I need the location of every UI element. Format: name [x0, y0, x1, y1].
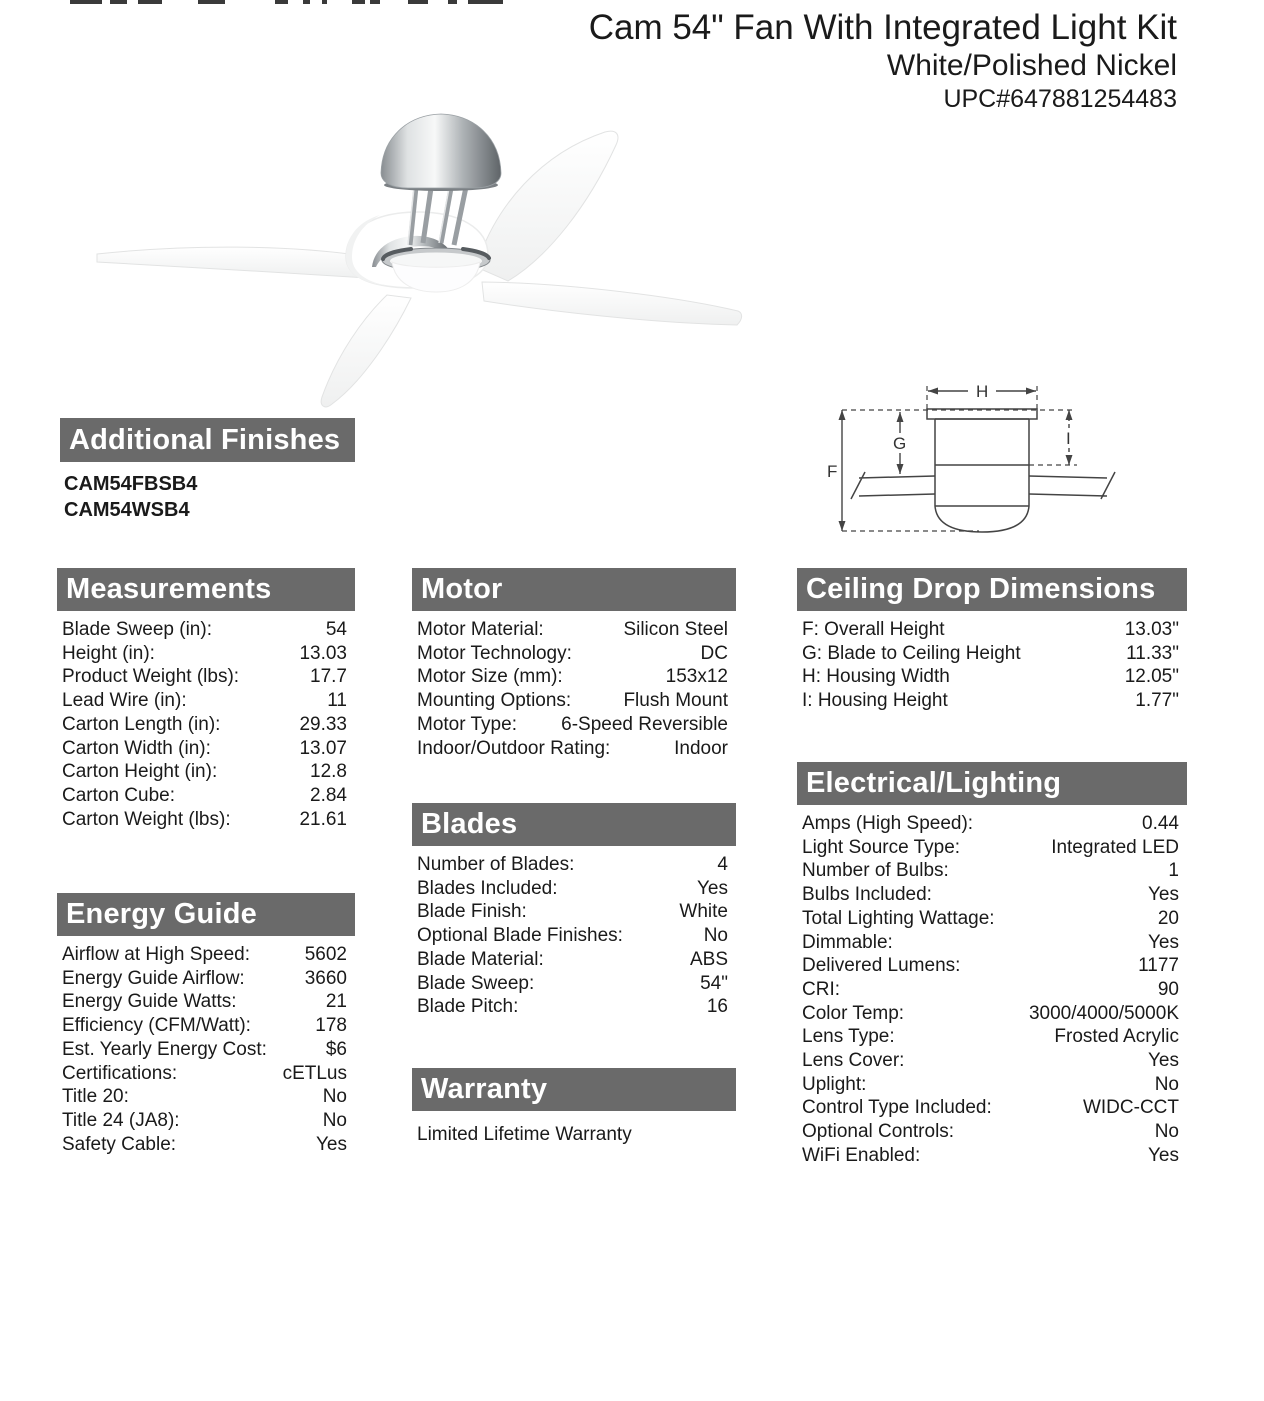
spec-value: Yes	[316, 1133, 347, 1155]
spec-value: 1177	[1138, 955, 1179, 977]
spec-value: 54"	[700, 972, 728, 994]
spec-row	[412, 972, 736, 996]
ceiling-drop-diagram	[815, 372, 1145, 548]
spec-label: Est. Yearly Energy Cost:	[62, 1038, 267, 1060]
section-header: Motor	[412, 568, 736, 611]
spec-value: 12.8	[310, 761, 347, 783]
spec-label: Motor Material:	[417, 619, 544, 640]
spec-label: Blades Included:	[417, 877, 558, 899]
spec-label: Carton Length (in):	[62, 713, 221, 735]
spec-value: 21	[325, 991, 347, 1013]
spec-row	[412, 713, 736, 737]
spec-label: Blade Sweep:	[417, 972, 535, 994]
section-header: Blades	[412, 803, 736, 846]
section-header: Measurements	[57, 568, 355, 611]
spec-value: Silicon Steel	[623, 619, 728, 640]
spec-value: 16	[706, 996, 728, 1018]
spec-rows	[797, 805, 1187, 1168]
spec-row	[57, 618, 355, 642]
spec-value: 5602	[304, 944, 347, 965]
spec-row	[797, 642, 1187, 666]
section-header: Ceiling Drop Dimensions	[797, 568, 1187, 611]
spec-label: Motor Technology:	[417, 642, 572, 664]
spec-rows	[412, 846, 736, 1019]
spec-value: 12.05"	[1124, 666, 1179, 688]
spec-label: Energy Guide Watts:	[62, 991, 237, 1013]
spec-value: Yes	[1148, 1050, 1179, 1072]
spec-row	[57, 808, 355, 832]
spec-row	[797, 1073, 1187, 1097]
section-motor	[412, 568, 736, 760]
fan-blade-bottom	[321, 295, 411, 407]
spec-value: 13.03	[299, 642, 347, 664]
spec-row	[412, 737, 736, 761]
spec-row	[57, 990, 355, 1014]
diagram-housing	[935, 419, 1029, 506]
spec-row	[412, 877, 736, 901]
spec-value: 2.84	[310, 784, 347, 806]
spec-label: Carton Weight (lbs):	[62, 808, 231, 830]
spec-row	[797, 812, 1187, 836]
warranty-text: Limited Lifetime Warranty	[417, 1124, 632, 1145]
spec-label: Dimmable:	[802, 931, 893, 953]
section-electrical-lighting	[797, 762, 1187, 1168]
spec-value: 6-Speed Reversible	[561, 713, 728, 735]
spec-label: Motor Size (mm):	[417, 666, 563, 688]
spec-label: Certifications:	[62, 1062, 178, 1084]
spec-row	[57, 967, 355, 991]
spec-label: I: Housing Height	[802, 690, 948, 712]
spec-row	[57, 665, 355, 689]
spec-value: No	[322, 1086, 347, 1108]
spec-label: Blade Pitch:	[417, 996, 519, 1018]
spec-label: WiFi Enabled:	[802, 1144, 921, 1166]
spec-label: Uplight:	[802, 1073, 867, 1095]
spec-value: No	[322, 1109, 347, 1131]
spec-label: Title 24 (JA8):	[62, 1109, 180, 1131]
spec-label: Motor Type:	[417, 713, 517, 735]
spec-label: Safety Cable:	[62, 1133, 177, 1155]
spec-value: Integrated LED	[1051, 836, 1179, 858]
spec-value: cETLus	[282, 1062, 347, 1084]
spec-value: Yes	[697, 877, 728, 899]
product-photo-fan	[80, 85, 780, 415]
spec-label: Light Source Type:	[802, 836, 961, 858]
spec-label: H: Housing Width	[802, 666, 950, 688]
section-warranty	[412, 1068, 736, 1146]
spec-label: G: Blade to Ceiling Height	[802, 642, 1021, 664]
spec-row	[57, 642, 355, 666]
spec-label: Carton Height (in):	[62, 761, 218, 783]
section-header: Warranty	[412, 1068, 736, 1111]
spec-row	[57, 689, 355, 713]
fan-blade-right	[482, 282, 742, 325]
spec-label: Control Type Included:	[802, 1097, 992, 1119]
spec-row	[57, 713, 355, 737]
spec-label: Lens Type:	[802, 1026, 895, 1048]
diagram-blade-right	[1029, 472, 1115, 499]
spec-row	[57, 784, 355, 808]
spec-value: Frosted Acrylic	[1054, 1026, 1179, 1048]
section-energy-guide	[57, 893, 355, 1156]
spec-value: Yes	[1148, 1144, 1179, 1166]
spec-label: Color Temp:	[802, 1002, 905, 1024]
diagram-blade-left	[851, 472, 935, 499]
spec-label: Amps (High Speed):	[802, 813, 974, 834]
spec-label: Title 20:	[62, 1086, 129, 1108]
section-ceiling-drop-dimensions	[797, 568, 1187, 713]
spec-value: No	[1154, 1073, 1179, 1095]
spec-row	[797, 1049, 1187, 1073]
spec-row	[57, 1014, 355, 1038]
spec-row	[797, 907, 1187, 931]
spec-row	[797, 689, 1187, 713]
spec-row	[412, 642, 736, 666]
spec-label: F: Overall Height	[802, 619, 945, 640]
spec-rows	[412, 611, 736, 760]
spec-value: 153x12	[665, 666, 728, 688]
model-number: CAM54FBSB4	[64, 473, 198, 495]
section-header: Electrical/Lighting	[797, 762, 1187, 805]
spec-value: 1.77"	[1135, 690, 1179, 712]
spec-value: 54	[325, 619, 347, 640]
spec-value: 11	[327, 690, 347, 712]
spec-row	[412, 900, 736, 924]
canopy	[381, 114, 501, 188]
spec-value: 17.7	[310, 666, 347, 688]
spec-row	[797, 1025, 1187, 1049]
spec-value: 1	[1168, 860, 1179, 882]
spec-value: 21.61	[299, 808, 347, 830]
spec-label: Product Weight (lbs):	[62, 666, 240, 688]
spec-label: Blade Material:	[417, 948, 544, 970]
spec-label: Carton Width (in):	[62, 737, 211, 759]
spec-value: 178	[315, 1015, 347, 1037]
spec-value: 3000/4000/5000K	[1028, 1002, 1179, 1024]
spec-label: Delivered Lumens:	[802, 955, 961, 977]
spec-value: 3660	[304, 967, 347, 989]
spec-value: 13.03"	[1124, 619, 1179, 640]
spec-row	[412, 665, 736, 689]
product-finish: White/Polished Nickel	[886, 49, 1177, 82]
spec-value: 20	[1157, 907, 1179, 929]
spec-label: Optional Controls:	[802, 1121, 955, 1143]
spec-value: Flush Mount	[623, 690, 728, 712]
spec-value: No	[703, 925, 728, 947]
spec-label: Total Lighting Wattage:	[802, 907, 995, 929]
spec-value: Yes	[1148, 884, 1179, 906]
spec-row	[412, 924, 736, 948]
spec-row	[412, 948, 736, 972]
spec-value: Indoor	[674, 737, 728, 759]
dim-label-f: F	[827, 462, 838, 481]
spec-row	[797, 859, 1187, 883]
spec-value: 4	[717, 854, 728, 875]
spec-row	[797, 1002, 1187, 1026]
model-number: CAM54WSB4	[64, 499, 190, 521]
fan-blade-left	[97, 247, 367, 278]
spec-row	[797, 931, 1187, 955]
spec-label: Bulbs Included:	[802, 884, 932, 906]
spec-row	[57, 1085, 355, 1109]
spec-label: Blade Finish:	[417, 901, 527, 923]
spec-label: Lead Wire (in):	[62, 690, 187, 712]
product-upc: UPC#647881254483	[943, 85, 1177, 113]
spec-value: 29.33	[299, 713, 347, 735]
spec-row	[412, 995, 736, 1019]
spec-row	[797, 883, 1187, 907]
spec-label: Mounting Options:	[417, 690, 572, 712]
spec-label: Indoor/Outdoor Rating:	[417, 737, 611, 759]
spec-row	[57, 1062, 355, 1086]
spec-label: Number of Bulbs:	[802, 860, 949, 882]
spec-row	[797, 665, 1187, 689]
spec-row	[57, 1133, 355, 1157]
spec-row	[797, 1096, 1187, 1120]
spec-value: 0.44	[1142, 813, 1179, 834]
section-additional-finishes	[60, 418, 355, 523]
section-measurements	[57, 568, 355, 831]
spec-label: Optional Blade Finishes:	[417, 925, 623, 947]
spec-row	[412, 618, 736, 642]
spec-label: Height (in):	[62, 642, 155, 664]
spec-row	[797, 954, 1187, 978]
dim-label-h: H	[976, 382, 989, 401]
spec-row	[797, 618, 1187, 642]
spec-value: White	[679, 901, 728, 923]
spec-value: 90	[1157, 978, 1179, 1000]
dim-label-g: G	[893, 434, 907, 453]
section-header: Additional Finishes	[60, 418, 355, 462]
section-blades	[412, 803, 736, 1019]
spec-value: ABS	[689, 948, 728, 970]
diagram-dome	[935, 506, 1029, 532]
dim-label-i: I	[1066, 429, 1071, 448]
product-title: Cam 54" Fan With Integrated Light Kit	[588, 8, 1177, 47]
spec-value: 13.07	[299, 737, 347, 759]
spec-value: No	[1154, 1121, 1179, 1143]
spec-rows	[57, 611, 355, 831]
spec-value: DC	[700, 642, 728, 664]
spec-row	[57, 1038, 355, 1062]
model-list	[60, 462, 355, 523]
spec-value: WIDC-CCT	[1082, 1097, 1179, 1119]
spec-row	[57, 943, 355, 967]
spec-label: CRI:	[802, 978, 840, 1000]
spec-value: 11.33"	[1126, 642, 1179, 664]
spec-row	[57, 737, 355, 761]
spec-row	[797, 1144, 1187, 1168]
spec-value: Yes	[1148, 931, 1179, 953]
section-header: Energy Guide	[57, 893, 355, 936]
spec-row	[57, 1109, 355, 1133]
spec-label: Lens Cover:	[802, 1050, 905, 1072]
spec-value: $6	[325, 1038, 347, 1060]
spec-label: Number of Blades:	[417, 854, 575, 875]
spec-rows	[57, 936, 355, 1156]
spec-label: Carton Cube:	[62, 784, 176, 806]
spec-label: Blade Sweep (in):	[62, 619, 212, 640]
spec-row	[797, 836, 1187, 860]
spec-row	[412, 853, 736, 877]
spec-label: Airflow at High Speed:	[62, 944, 250, 965]
spec-row	[797, 1120, 1187, 1144]
spec-label: Efficiency (CFM/Watt):	[62, 1015, 251, 1037]
spec-row	[797, 978, 1187, 1002]
spec-rows	[797, 611, 1187, 713]
spec-row	[412, 689, 736, 713]
spec-row	[57, 760, 355, 784]
spec-label: Energy Guide Airflow:	[62, 967, 245, 989]
